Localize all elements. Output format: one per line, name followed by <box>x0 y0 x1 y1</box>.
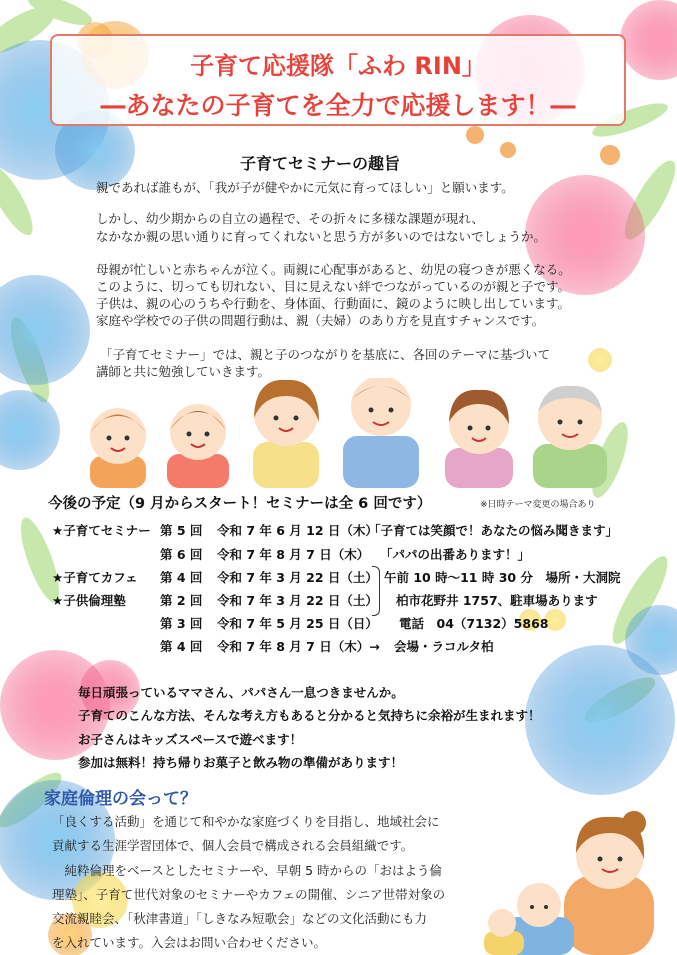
schedule-detail: 「パパの出番あります！」 <box>380 547 531 562</box>
schedule-round: 第 6 回 <box>160 547 203 562</box>
ethics-heading: 家庭倫理の会って？ <box>44 789 197 809</box>
father-figure <box>343 378 419 488</box>
grandfather-figure <box>533 386 607 488</box>
mother-figure <box>253 380 319 488</box>
mother-child-illustration <box>484 805 674 955</box>
schedule-detail: 「子育ては笑顔で！あなたの悩み聞きます」 <box>368 523 619 538</box>
schedule-date: 令和 7 年 8 月 7 日（木） <box>217 547 370 562</box>
seminar-paragraph: 講師と共に勉強していきます。 <box>96 364 271 379</box>
page-subtitle: ―あなたの子育てを全力で応援します！― <box>100 91 576 120</box>
schedule-detail: 午前 10 時～11 時 30 分 場所・大洞院 <box>384 570 621 585</box>
schedule-title: 今後の予定（9 月からスタート！セミナーは全 6 回です） <box>48 496 432 512</box>
ethics-line: 貢献する生涯学習団体で、個人会員で構成される会員組織です。 <box>52 838 414 853</box>
schedule-category: ★子育てカフェ <box>52 570 138 585</box>
schedule-round: 第 5 回 <box>160 523 203 538</box>
child-figure <box>90 408 146 488</box>
ethics-line: 交流親睦会、「秋津書道」「しきなみ短歌会」などの文化活動にも力 <box>52 911 428 926</box>
invite-line: 毎日頑張っているママさん、パパさん一息つきませんか。 <box>78 685 404 700</box>
seminar-paragraph: なかなか親の思い通りに育ってくれないと思う方が多いのではないでしょうか。 <box>96 229 547 244</box>
title-box <box>50 34 626 126</box>
schedule-note: ※日時テーマ変更の場合あり <box>480 500 596 510</box>
schedule-date: 令和 7 年 3 月 22 日（土） <box>217 570 378 585</box>
seminar-paragraph: しかし、幼少期からの自立の過程で、その折々に多様な課題が現れ、 <box>96 211 485 226</box>
schedule-round: 第 2 回 <box>160 593 203 608</box>
seminar-paragraph: 「子育てセミナー」では、親と子のつながりを基底に、各回のテーマに基づいて <box>100 347 551 362</box>
schedule-category: ★子供倫理塾 <box>52 593 126 608</box>
family-illustration <box>75 378 615 488</box>
schedule-category: ★子育てセミナー <box>52 523 151 538</box>
schedule-date: 令和 7 年 5 月 25 日（日） <box>217 616 378 631</box>
page-title: 子育て応援隊「ふわ RIN」 <box>190 52 486 80</box>
invite-line: 参加は無料！持ち帰りお菓子と飲み物の準備があります！ <box>78 755 404 770</box>
seminar-paragraph: このように、切っても切れない、目に見えない絆でつながっているのが親と子です。 <box>96 279 571 294</box>
child-figure <box>167 404 229 488</box>
schedule-round: 第 4 回 <box>160 639 203 654</box>
seminar-paragraph: 子供は、親の心のうちや行動を、身体面、行動面に、鏡のように映し出しています。 <box>96 296 571 311</box>
seminar-paragraph: 母親が忙しいと赤ちゃんが泣く。両親に心配事があると、幼児の寝つきが悪くなる。 <box>96 262 571 277</box>
schedule-round: 第 3 回 <box>160 616 203 631</box>
ethics-line: を入れています。入会はお問い合わせください。 <box>52 935 327 950</box>
schedule-date: 令和 7 年 3 月 22 日（土） <box>217 593 378 608</box>
seminar-paragraph: 家庭や学校での子供の問題行動は、親（夫婦）のあり方を見直すチャンスです。 <box>96 313 545 328</box>
schedule-detail: 柏市花野井 1757、駐車場あります <box>396 593 598 608</box>
schedule-date: 令和 7 年 8 月 7 日（木）→ <box>217 639 380 654</box>
flower-icon <box>525 605 677 795</box>
ethics-line: 「良くする活動」を通じて和やかな家庭づくりを目指し、地域社会に <box>52 814 440 829</box>
schedule-date: 令和 7 年 6 月 12 日（木） <box>217 523 378 538</box>
seminar-heading: 子育てセミナーの趣旨 <box>240 154 401 173</box>
grandmother-figure <box>445 390 513 488</box>
ethics-line: 理塾」、子育て世代対象のセミナーやカフェの開催、シニア世帯対象の <box>52 887 446 902</box>
schedule-detail: 会場・ラコルタ柏 <box>394 639 494 654</box>
ethics-line: 純粋倫理をベースとしたセミナーや、早朝 5 時からの「おはよう倫 <box>52 863 443 878</box>
invite-line: お子さんはキッズスペースで遊べます！ <box>78 732 303 747</box>
flower-icon <box>588 348 612 372</box>
seminar-paragraph: 親であれば誰もが、「我が子が健やかに元気に育ってほしい」と願います。 <box>96 180 514 195</box>
invite-line: 子育てのこんな方法、そんな考え方もあると分かると気持ちに余裕が生まれます！ <box>78 708 541 723</box>
schedule-round: 第 4 回 <box>160 570 203 585</box>
schedule-detail: 電話 04（7132）5868 <box>399 616 549 631</box>
